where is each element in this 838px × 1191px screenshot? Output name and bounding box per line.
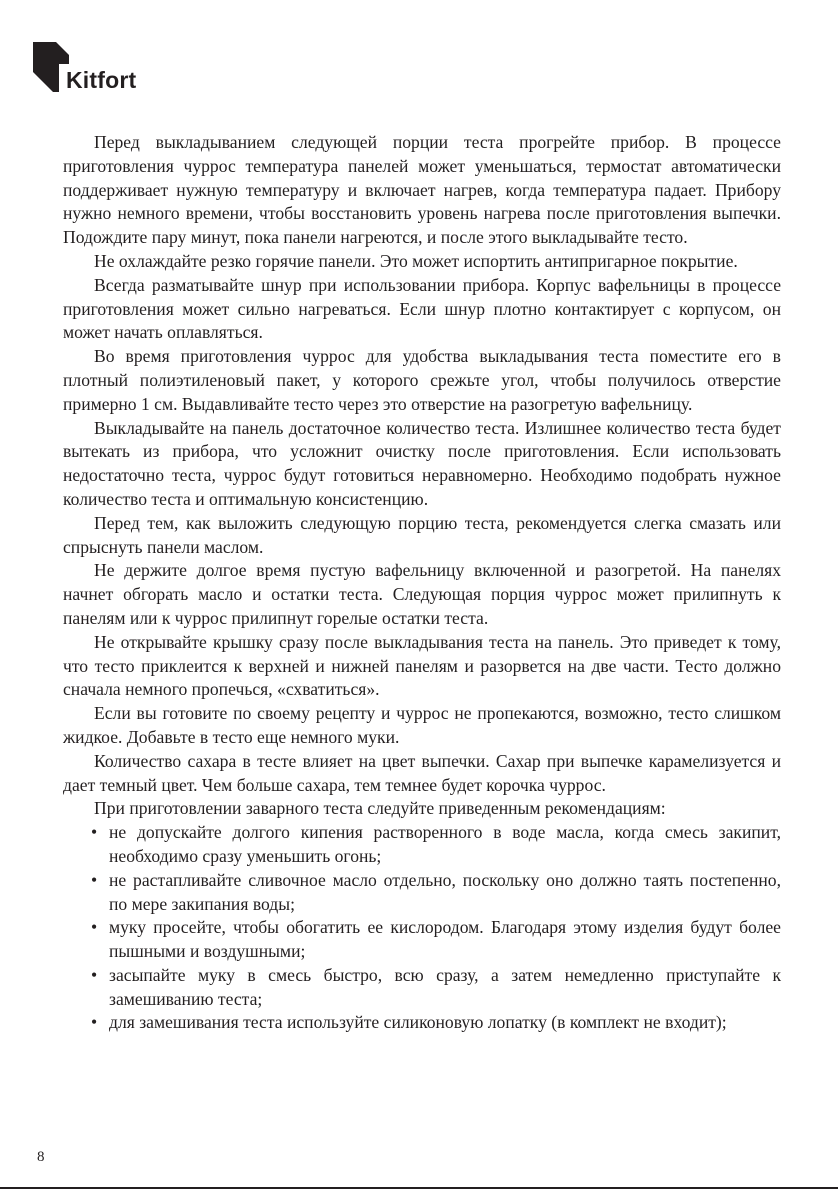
paragraph: Количество сахара в тесте влияет на цвет выпечки. Сахар при выпечке карамелизуется и дает темный цвет. Чем больше сахара, тем темнее будет корочка чуррос. — [63, 750, 781, 795]
bottom-rule — [0, 1187, 838, 1189]
bullet-icon: • — [91, 869, 98, 890]
page-number: 8 — [37, 1149, 45, 1165]
bullet-icon: • — [91, 1012, 98, 1033]
paragraph: При приготовлении заварного теста следуйте приведенным рекомендациям: — [94, 798, 666, 819]
paragraph: Не охлаждайте резко горячие панели. Это может испортить антипригарное покрытие. — [94, 250, 738, 271]
bullet-icon: • — [91, 964, 98, 985]
paragraph: Не открывайте крышку сразу после выкладывания теста на панель. Это приведет к тому, что тесто приклеится к верхней и нижней панелям и разорвется на две части. Тесто должно сначала немного пропечься, «схватиться». — [63, 631, 781, 700]
paragraph: Всегда разматывайте шнур при использовании прибора. Корпус вафельницы в процессе приготовления может сильно нагреваться. Если шнур плотно контактирует с корпусом, он может начать оплавляться. — [63, 274, 781, 343]
list-item — [63, 821, 781, 869]
list-item-text: не растапливайте сливочное масло отдельно, поскольку оно должно таять постепенно, по мере закипания воды; — [109, 869, 781, 914]
paragraph: Перед выкладыванием следующей порции теста прогрейте прибор. В процессе приготовления чуррос температура панелей может уменьшаться, термостат автоматически поддерживает нужную температуру и включает нагрев, когда температура падает. Прибору нужно немного времени, чтобы восстановить уровень нагрева после приготовления выпечки. Подождите пару минут, пока панели нагреются, и после этого выкладывайте тесто. — [63, 132, 781, 248]
paragraph: Во время приготовления чуррос для удобства выкладывания теста поместите его в плотный полиэтиленовый пакет, у которого срежьте угол, чтобы получилось отверстие примерно 1 см. Выдавливайте тесто через это отверстие на разогретую вафельницу. — [63, 346, 781, 414]
list-item — [63, 964, 781, 1012]
recommendations-list — [63, 821, 781, 1035]
brand-name: Kitfort — [66, 67, 137, 93]
list-item-text: не допускайте долгого кипения растворенного в воде масла, когда смесь закипит, необходимо сразу уменьшить огонь; — [109, 822, 781, 866]
list-item — [63, 869, 781, 917]
list-item — [63, 916, 781, 964]
list-item — [63, 1011, 781, 1035]
paragraph: Если вы готовите по своему рецепту и чуррос не пропекаются, возможно, тесто слишком жидкое. Добавьте в тесто еще немного муки. — [63, 703, 781, 747]
bullet-icon: • — [91, 917, 98, 938]
paragraph: Не держите долгое время пустую вафельницу включенной и разогретой. На панелях начнет обгорать масло и остатки теста. Следующая порция чуррос может прилипнуть к панелям или к чуррос прилипнут горелые остатки теста. — [63, 560, 781, 628]
list-item-text: для замешивания теста используйте силиконовую лопатку (в комплект не входит); — [109, 1012, 727, 1033]
page-body — [63, 131, 781, 1035]
bullet-icon: • — [91, 822, 98, 843]
paragraph: Выкладывайте на панель достаточное количество теста. Излишнее количество теста будет вытекать из прибора, что усложнит очистку после приготовления. Если использовать недостаточно теста, чуррос будут готовиться неравномерно. Необходимо подобрать нужное количество теста и оптимальную консистенцию. — [63, 417, 781, 509]
list-item-text: муку просейте, чтобы обогатить ее кислородом. Благодаря этому изделия будут более пышными и воздушными; — [109, 917, 781, 962]
list-item-text: засыпайте муку в смесь быстро, всю сразу, а затем немедленно приступайте к замешиванию теста; — [109, 964, 781, 1009]
paragraph: Перед тем, как выложить следующую порцию теста, рекомендуется слегка смазать или спрыснуть панели маслом. — [63, 512, 781, 557]
